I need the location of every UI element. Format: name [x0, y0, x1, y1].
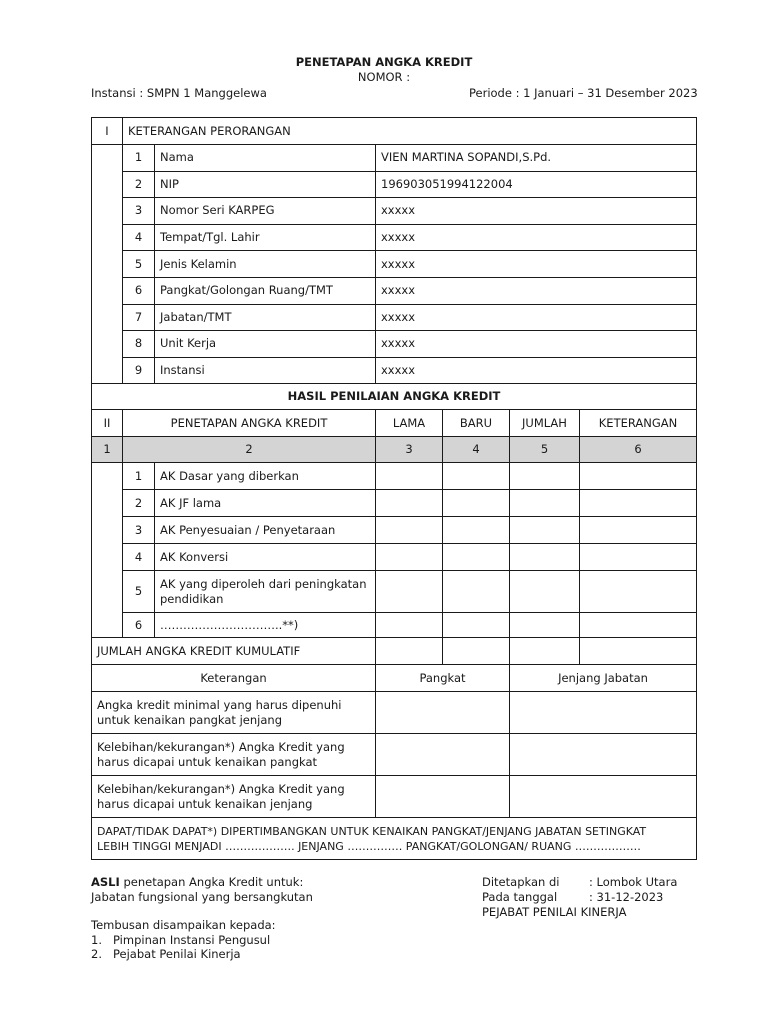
col-pangkat: Pangkat [376, 665, 510, 692]
credit-lama-cell [376, 463, 443, 490]
section-1-spacer [92, 145, 123, 384]
conclusion-line-2: LEBIH TINGGI MENJADI ………………. JENJANG …………… PANGKAT/GOLONGAN/ RUANG ……………… [97, 839, 641, 853]
section-1-header [92, 118, 697, 145]
section-2-roman: II [92, 410, 123, 437]
personal-row-label: Instansi [155, 357, 376, 384]
credit-row-label: AK yang diperoleh dari peningkatan pendidikan [155, 571, 376, 613]
credit-row-no: 6 [123, 613, 155, 638]
credit-keterangan-cell [580, 613, 697, 638]
personal-row-no: 7 [123, 304, 155, 331]
keterangan-header [92, 665, 697, 692]
credit-row-no: 5 [123, 571, 155, 613]
credit-lama-cell [376, 571, 443, 613]
tembusan-no: 1. [91, 933, 102, 947]
personal-row-value: 196903051994122004 [376, 171, 697, 198]
personal-row-no: 6 [123, 277, 155, 304]
personal-row [92, 171, 697, 198]
nomor-label: NOMOR : [357, 70, 411, 84]
column-number: 4 [443, 437, 510, 463]
personal-row-no: 1 [123, 145, 155, 172]
angka-kredit-table [91, 117, 697, 860]
col-jenjang-jabatan: Jenjang Jabatan [510, 665, 697, 692]
asli-rest: penetapan Angka Kredit untuk: [119, 875, 304, 889]
personal-row-no: 4 [123, 224, 155, 251]
credit-row-no: 4 [123, 544, 155, 571]
personal-row-value: xxxxx [376, 251, 697, 278]
column-number-row [92, 437, 697, 463]
credit-keterangan-cell [580, 490, 697, 517]
credit-row [92, 490, 697, 517]
credit-jumlah-cell [510, 490, 580, 517]
column-number: 6 [580, 437, 697, 463]
keterangan-row-label: Angka kredit minimal yang harus dipenuhi untuk kenaikan pangkat jenjang [92, 692, 376, 734]
pangkat-cell [376, 734, 510, 776]
section-2-spacer [92, 463, 123, 638]
credit-row [92, 517, 697, 544]
personal-row [92, 145, 697, 172]
credit-keterangan-cell [580, 463, 697, 490]
tembusan-item: Pimpinan Instansi Pengusul [113, 933, 271, 947]
credit-row-label: AK Konversi [155, 544, 376, 571]
credit-row-label: …………………………..**) [155, 613, 376, 638]
personal-row-label: Jenis Kelamin [155, 251, 376, 278]
personal-row-no: 2 [123, 171, 155, 198]
personal-row-no: 9 [123, 357, 155, 384]
personal-row-label: Nomor Seri KARPEG [155, 198, 376, 225]
credit-row-label: AK Penyesuaian / Penyetaraan [155, 517, 376, 544]
keterangan-row-label: Kelebihan/kekurangan*) Angka Kredit yang harus dicapai untuk kenaikan pangkat [92, 734, 376, 776]
kumulatif-keterangan-cell [580, 638, 697, 665]
personal-row-no: 5 [123, 251, 155, 278]
personal-row-label: Jabatan/TMT [155, 304, 376, 331]
keterangan-row [92, 692, 697, 734]
conclusion-line-1: DAPAT/TIDAK DAPAT*) DIPERTIMBANGKAN UNTUK KENAIKAN PANGKAT/JENJANG JABATAN SETINGKAT [97, 824, 647, 838]
personal-row [92, 198, 697, 225]
personal-row-value: xxxxx [376, 357, 697, 384]
kumulatif-row [92, 638, 697, 665]
column-number: 1 [92, 437, 123, 463]
kumulatif-label: JUMLAH ANGKA KREDIT KUMULATIF [92, 638, 376, 665]
credit-jumlah-cell [510, 463, 580, 490]
keterangan-row-label: Kelebihan/kekurangan*) Angka Kredit yang harus dicapai untuk kenaikan jenjang [92, 776, 376, 818]
credit-row [92, 613, 697, 638]
personal-row-label: NIP [155, 171, 376, 198]
ditetapkan-value: : Lombok Utara [589, 875, 678, 889]
tembusan-no: 2. [91, 947, 102, 961]
conclusion-row [92, 818, 697, 860]
pejabat-label: PEJABAT PENILAI KINERJA [482, 905, 627, 919]
credit-lama-cell [376, 517, 443, 544]
asli-line [91, 875, 303, 890]
keterangan-row [92, 776, 697, 818]
personal-row-label: Pangkat/Golongan Ruang/TMT [155, 277, 376, 304]
personal-row [92, 224, 697, 251]
credit-lama-cell [376, 613, 443, 638]
tanggal-value: : 31-12-2023 [589, 890, 664, 904]
credit-jumlah-cell [510, 613, 580, 638]
periode-label: Periode : 1 Januari – 31 Desember 2023 [469, 86, 698, 100]
jenjang-cell [510, 692, 697, 734]
tanggal-label: Pada tanggal [482, 890, 558, 904]
column-number: 5 [510, 437, 580, 463]
col-keterangan: KETERANGAN [580, 410, 697, 437]
credit-keterangan-cell [580, 571, 697, 613]
section-2-title: PENETAPAN ANGKA KREDIT [123, 410, 376, 437]
credit-baru-cell [443, 490, 510, 517]
pangkat-cell [376, 776, 510, 818]
credit-keterangan-cell [580, 544, 697, 571]
personal-row-value: xxxxx [376, 224, 697, 251]
credit-jumlah-cell [510, 517, 580, 544]
credit-jumlah-cell [510, 544, 580, 571]
personal-row-no: 3 [123, 198, 155, 225]
credit-baru-cell [443, 571, 510, 613]
jenjang-cell [510, 776, 697, 818]
credit-lama-cell [376, 490, 443, 517]
credit-jumlah-cell [510, 571, 580, 613]
credit-baru-cell [443, 517, 510, 544]
kumulatif-jumlah-cell [510, 638, 580, 665]
section-1-roman: I [92, 118, 123, 145]
column-number: 3 [376, 437, 443, 463]
personal-row-value: xxxxx [376, 304, 697, 331]
asli-bold: ASLI [91, 875, 120, 889]
credit-baru-cell [443, 544, 510, 571]
kumulatif-lama-cell [376, 638, 443, 665]
personal-row-label: Nama [155, 145, 376, 172]
hasil-header [92, 384, 697, 410]
credit-row-no: 1 [123, 463, 155, 490]
credit-row-label: AK JF lama [155, 490, 376, 517]
credit-row-label: AK Dasar yang diberkan [155, 463, 376, 490]
personal-row-label: Unit Kerja [155, 331, 376, 358]
keterangan-row [92, 734, 697, 776]
col-keterangan-label: Keterangan [92, 665, 376, 692]
jenjang-cell [510, 734, 697, 776]
credit-keterangan-cell [580, 517, 697, 544]
personal-row-no: 8 [123, 331, 155, 358]
instansi-label: Instansi : SMPN 1 Manggelewa [91, 86, 267, 100]
section-2-header [92, 410, 697, 437]
tembusan-item: Pejabat Penilai Kinerja [113, 947, 241, 961]
credit-row [92, 571, 697, 613]
asli-line-2: Jabatan fungsional yang bersangkutan [91, 890, 313, 904]
column-number: 2 [123, 437, 376, 463]
personal-row [92, 251, 697, 278]
personal-row-value: xxxxx [376, 331, 697, 358]
document-title: PENETAPAN ANGKA KREDIT [295, 55, 473, 69]
section-1-title: KETERANGAN PERORANGAN [123, 118, 697, 145]
personal-row-value: xxxxx [376, 198, 697, 225]
personal-row-value: xxxxx [376, 277, 697, 304]
pangkat-cell [376, 692, 510, 734]
credit-row-no: 3 [123, 517, 155, 544]
credit-row [92, 544, 697, 571]
personal-row [92, 304, 697, 331]
tembusan-title: Tembusan disampaikan kepada: [91, 918, 276, 932]
conclusion-cell [92, 818, 697, 860]
col-lama: LAMA [376, 410, 443, 437]
col-jumlah: JUMLAH [510, 410, 580, 437]
ditetapkan-label: Ditetapkan di [482, 875, 560, 889]
col-baru: BARU [443, 410, 510, 437]
hasil-title: HASIL PENILAIAN ANGKA KREDIT [92, 384, 697, 410]
personal-row [92, 357, 697, 384]
credit-row [92, 463, 697, 490]
personal-row [92, 331, 697, 358]
credit-baru-cell [443, 463, 510, 490]
personal-row-value: VIEN MARTINA SOPANDI,S.Pd. [376, 145, 697, 172]
personal-row [92, 277, 697, 304]
credit-row-no: 2 [123, 490, 155, 517]
kumulatif-baru-cell [443, 638, 510, 665]
credit-baru-cell [443, 613, 510, 638]
credit-lama-cell [376, 544, 443, 571]
personal-row-label: Tempat/Tgl. Lahir [155, 224, 376, 251]
